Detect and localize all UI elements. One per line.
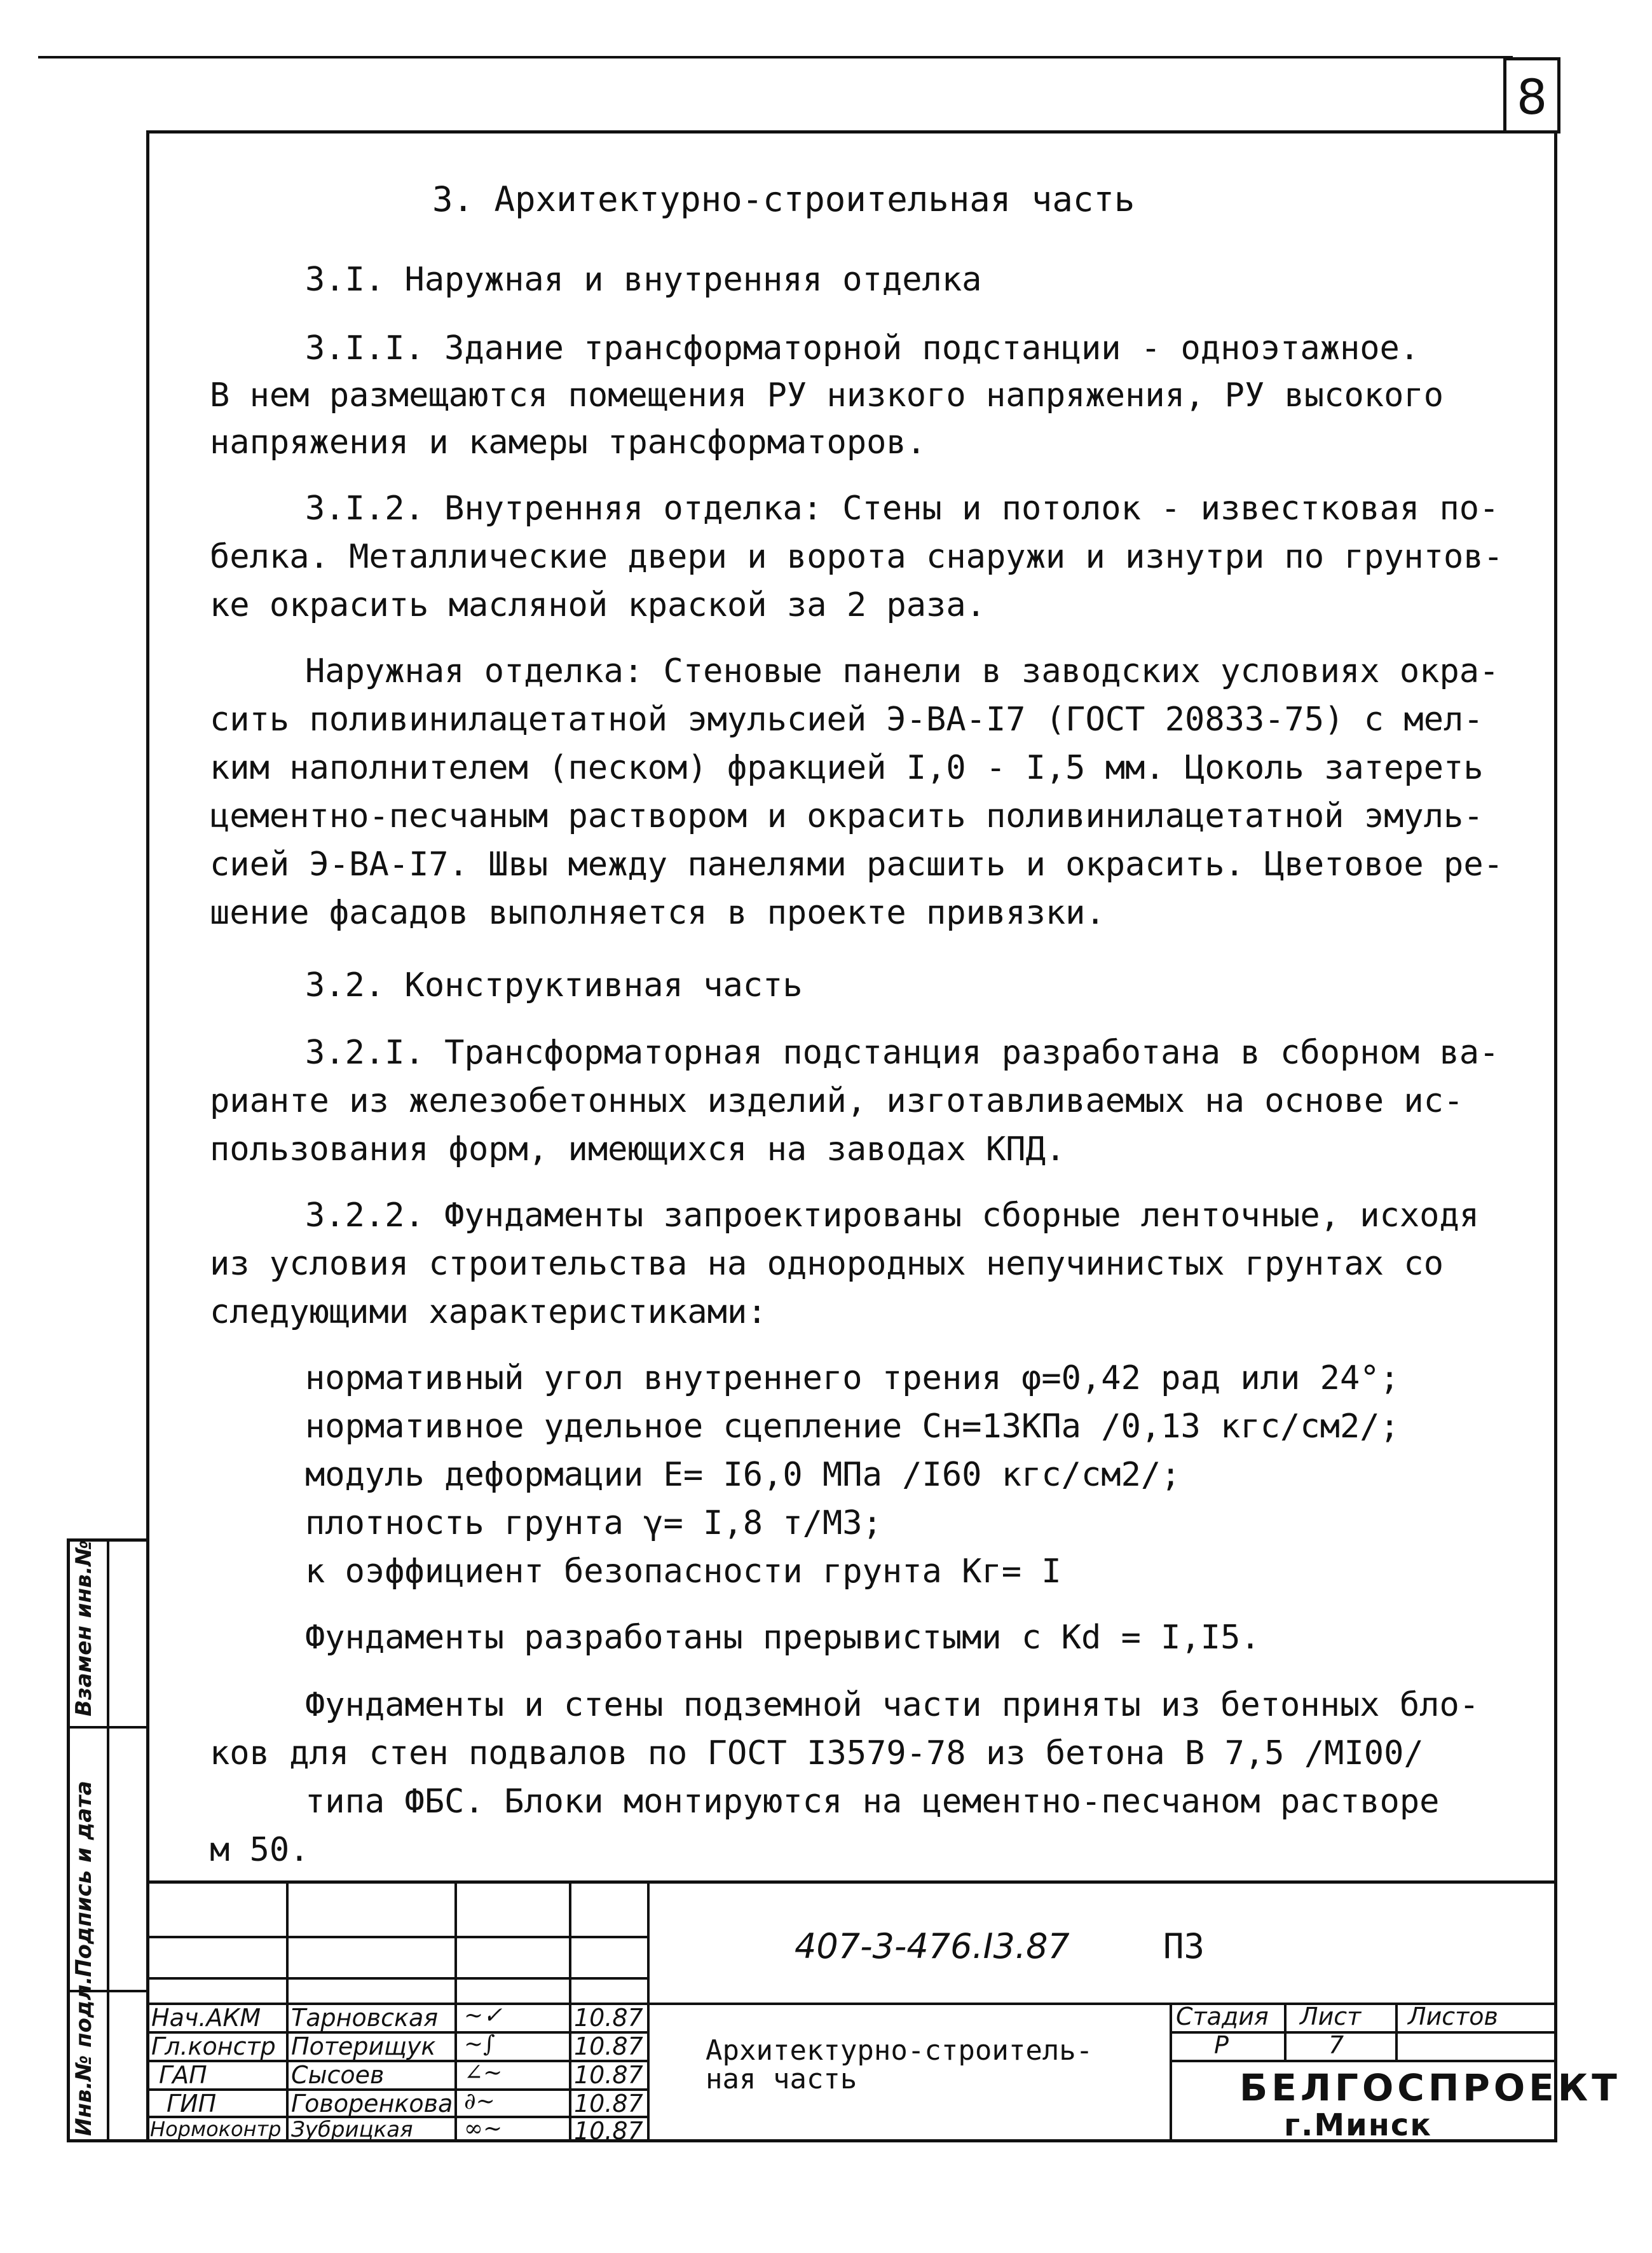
sheet-label: Лист (1300, 2003, 1362, 2030)
tb-vline (454, 1880, 457, 2142)
tb-vline (1170, 2003, 1172, 2142)
signer-role: ГАП (159, 2061, 207, 2089)
signer-date: 10.87 (574, 2090, 643, 2118)
tb-vline (1284, 2003, 1287, 2060)
text-line: белка. Металлические двери и ворота снаружи и изнутри по грунтов- (210, 538, 1503, 576)
signature: ~✓ (464, 2003, 503, 2029)
side-label-replace: Взамен инв.№ (71, 1540, 97, 1716)
section-title-1: Архитектурно-строитель- (706, 2034, 1093, 2067)
text-line: к оэффициент безопасности грунта Кг= I (305, 1552, 1062, 1591)
text-line: из условия строительства на однородных непучинистых грунтах со (210, 1245, 1444, 1283)
text-line: плотность грунта γ= I,8 т/М3; (305, 1504, 882, 1542)
text-line: рианте из железобетонных изделий, изготавливаемых на основе ис- (210, 1082, 1464, 1120)
text-line: 3.2.2. Фундаменты запроектированы сборные ленточные, исходя (305, 1196, 1480, 1235)
tb-vline (569, 1880, 571, 2142)
section-heading: 3. Архитектурно-строительная часть (432, 179, 1135, 219)
page-number: 8 (1503, 57, 1560, 134)
section-title-2: ная часть (706, 2063, 857, 2095)
signer-date: 10.87 (574, 2117, 643, 2145)
text-line: ке окрасить масляной краской за 2 раза. (210, 586, 986, 624)
text-line: В нем размещаются помещения РУ низкого напряжения, РУ высокого (210, 376, 1444, 414)
text-line: цементно-песчаным раствором и окрасить поливинилацетатной эмуль- (210, 797, 1484, 835)
side-label-sign-date: Подпись и дата (71, 1781, 97, 1977)
stage-value: Р (1214, 2031, 1229, 2059)
text-line: 3.I.I. Здание трансформаторной подстанции - одноэтажное. (305, 329, 1420, 367)
signer-role: ГИП (167, 2090, 217, 2118)
text-line: м 50. (210, 1831, 310, 1869)
signer-name: Сысоев (291, 2061, 385, 2089)
text-line: сией Э-ВА-I7. Швы между панелями расшить и окрасить. Цветовое ре- (210, 846, 1503, 884)
side-label-inv-orig: Инв.№ подл. (71, 1976, 97, 2136)
sheet-value: 7 (1328, 2031, 1344, 2059)
text-line: напряжения и камеры трансформаторов. (210, 423, 927, 462)
tb-hline (146, 1936, 648, 1938)
signer-name: Потерищук (291, 2032, 436, 2060)
text-line: нормативный угол внутреннего трения φ=0,42 рад или 24°; (305, 1359, 1400, 1397)
signer-role: Нач.АКМ (151, 2004, 261, 2032)
doc-type: ПЗ (1163, 1926, 1205, 1966)
text-line: 3.2.I. Трансформаторная подстанция разработана в сборном ва- (305, 1034, 1499, 1072)
text-line: 3.2. Конструктивная часть (305, 966, 803, 1004)
sheets-label: Листов (1408, 2003, 1498, 2030)
org-name: БЕЛГОСПРОЕКТ (1239, 2066, 1621, 2109)
signature: ~∫ (464, 2031, 495, 2057)
signer-date: 10.87 (574, 2061, 643, 2089)
org-city: г.Минск (1284, 2107, 1432, 2143)
signer-name: Зубрицкая (291, 2117, 413, 2142)
signer-date: 10.87 (574, 2004, 643, 2032)
side-divider (107, 1538, 109, 2142)
top-rule (38, 56, 1513, 58)
text-line: пользования форм, имеющихся на заводах КПД. (210, 1130, 1066, 1168)
text-line: 3.I. Наружная и внутренняя отделка (305, 261, 982, 299)
tb-hline (146, 1977, 648, 1980)
stage-label: Стадия (1176, 2003, 1269, 2030)
signer-name: Тарновская (291, 2004, 439, 2032)
tb-vline (286, 1880, 289, 2142)
text-line: типа ФБС. Блоки монтируются на цементно-песчаном растворе (305, 1783, 1440, 1821)
text-line: 3.I.2. Внутренняя отделка: Стены и потолок - известковая по- (305, 490, 1499, 528)
text-line: модуль деформации Е= I6,0 МПа /I60 кгс/см2/; (305, 1456, 1181, 1494)
text-line: шение фасадов выполняется в проекте привязки. (210, 894, 1105, 932)
text-line: сить поливинилацетатной эмульсией Э-ВА-I7 (ГОСТ 20833-75) с мел- (210, 701, 1484, 739)
text-line: Наружная отделка: Стеновые панели в заводских условиях окра- (305, 652, 1499, 690)
text-line: ким наполнителем (песком) фракцией I,0 - I,5 мм. Цоколь затереть (210, 749, 1484, 787)
text-line: Фундаменты и стены подземной части приняты из бетонных бло- (305, 1686, 1480, 1724)
text-line: следующими характеристиками: (210, 1293, 767, 1331)
text-line: нормативное удельное сцепление Сн=13КПа /0,13 кгс/см2/; (305, 1407, 1400, 1446)
tb-vline (647, 1880, 650, 2142)
text-line: ков для стен подвалов по ГОСТ I3579-78 из бетона В 7,5 /MI00/ (210, 1734, 1424, 1772)
tb-vline (1395, 2003, 1398, 2060)
signer-role: Нормоконтр (150, 2117, 282, 2141)
signature: ∂~ (464, 2088, 495, 2114)
signer-date: 10.87 (574, 2032, 643, 2060)
signature: ∞~ (464, 2116, 503, 2142)
doc-code: 407-3-476.I3.87 (795, 1926, 1070, 1966)
tb-hline (1170, 2060, 1557, 2062)
signer-role: Гл.констр (151, 2032, 276, 2060)
signer-name: Говоренкова (291, 2090, 453, 2118)
text-line: Фундаменты разработаны прерывистыми с Кd = I,I5. (305, 1619, 1260, 1657)
signature: ∠~ (464, 2060, 503, 2086)
